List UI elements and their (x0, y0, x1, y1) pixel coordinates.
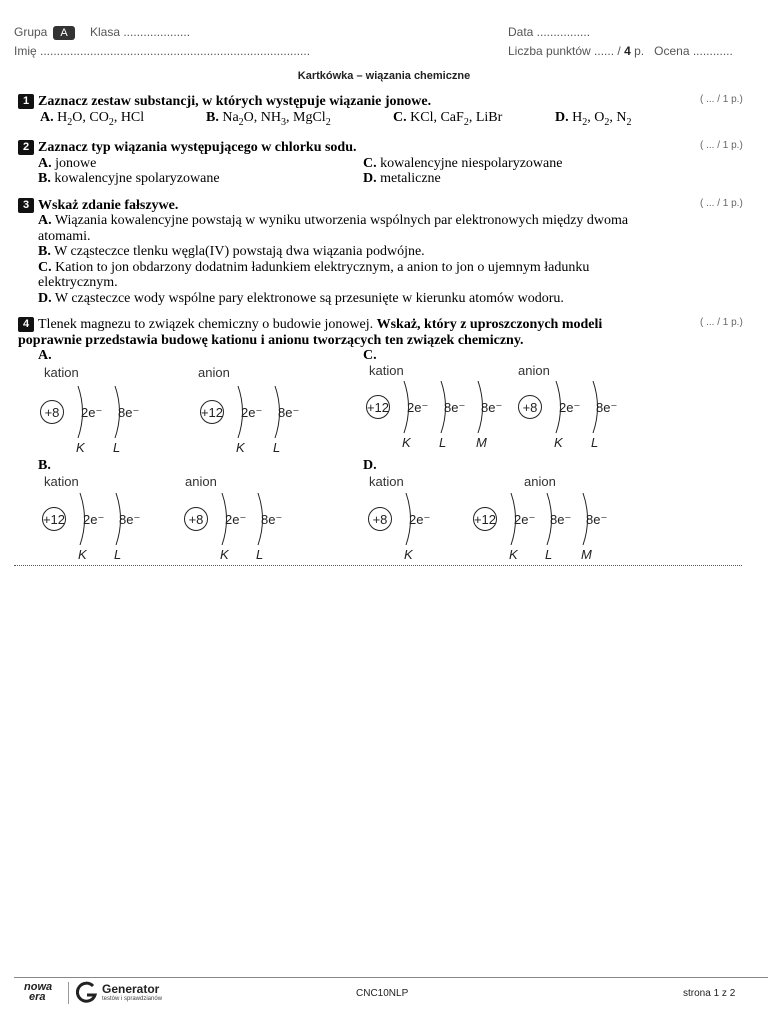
q4-d-kation-label: kation (369, 474, 404, 489)
q4-a-anion-shell-electrons: 2e⁻ (241, 405, 263, 420)
q4-option-b-label[interactable]: B. (38, 458, 51, 473)
q4-b-anion-shell-letter: L (256, 547, 264, 562)
q4-d-kation-shell-electrons: 2e⁻ (409, 512, 431, 527)
klasa-field: Klasa .................... (90, 25, 191, 39)
q4-c-anion-label: anion (518, 363, 550, 378)
q4-c-anion-shell-electrons: 8e⁻ (596, 400, 618, 415)
question-number: 4 (18, 317, 34, 332)
q4-a-anion-shell-letter: K (236, 440, 245, 455)
q3-option-d[interactable]: D. W cząsteczce wody wspólne pary elektronowe są przesunięte w kierunku atomów wodoru. (38, 290, 564, 306)
q4-c-kation-label: kation (369, 363, 404, 378)
q4-b-kation-shell-electrons: 8e⁻ (119, 512, 141, 527)
points-field: Liczba punktów ...... / 4 p. Ocena ............ (508, 44, 733, 58)
generator-logo-subtitle: testów i sprawdzianów (102, 996, 163, 1002)
q4-b-kation-shell-letter: K (78, 547, 87, 562)
q4-d-anion-shell-letter: M (581, 547, 592, 562)
page-number: strona 1 z 2 (683, 988, 736, 999)
q4-d-anion-shell-electrons: 8e⁻ (550, 512, 572, 527)
q4-option-c-label[interactable]: C. (363, 348, 377, 363)
question-text: Wskaż zdanie fałszywe. (38, 198, 179, 213)
q4-c-kation-nucleus-charge: +12 (366, 400, 390, 415)
q3-option-c[interactable]: C. Kation to jon obdarzony dodatnim ładunkiem elektrycznym, a anion to jon o ujemnym ładunku elektrycznym. (38, 259, 590, 290)
q2-option-d[interactable]: D. metaliczne (363, 171, 441, 186)
q4-d-anion-label: anion (524, 474, 556, 489)
q4-a-kation-shell-electrons: 2e⁻ (81, 405, 103, 420)
q4-b-kation-shell-electrons: 2e⁻ (83, 512, 105, 527)
q4-a-kation-nucleus-charge: +8 (44, 405, 60, 420)
q4-a-anion-label: anion (198, 365, 230, 380)
grupa-badge: A (53, 26, 74, 40)
footer-divider (14, 977, 768, 978)
q2-option-a[interactable]: A. jonowe (38, 156, 97, 171)
q4-a-kation-shell-electrons: 8e⁻ (118, 405, 140, 420)
q4-c-anion-nucleus-charge: +8 (522, 400, 538, 415)
question-text-bold: Wskaż, który z uproszczonych modeli poprawnie przedstawia budowę kationu i anionu tworzących ten związek chemiczny. (18, 317, 603, 348)
q4-b-anion-shell-letter: K (220, 547, 229, 562)
q4-b-kation-shell-letter: L (114, 547, 122, 562)
q4-c-kation-shell-electrons: 8e⁻ (481, 400, 503, 415)
points-q1: ( ... / 1 p.) (700, 94, 743, 105)
q4-b-kation-label: kation (44, 474, 79, 489)
nowa-era-logo: nowa era (24, 981, 53, 1003)
q1-option-c[interactable]: C. KCl, CaF$_2$, LiBr (393, 110, 503, 128)
q4-a-kation-shell-letter: K (76, 440, 85, 455)
q4-c-kation-shell-letter: K (402, 435, 411, 450)
generator-logo-icon (76, 981, 98, 1005)
q1-option-a[interactable]: A. $H_2O$, $CO_2$, HCl (40, 110, 145, 128)
q4-d-anion-nucleus-charge: +12 (473, 512, 497, 527)
q1-option-b[interactable]: B. $Na_2O$, $NH_3$, MgCl$_2$ (206, 110, 331, 128)
page-title: Kartkówka – wiązania chemiczne (297, 70, 471, 82)
q4-b-anion-label: anion (185, 474, 217, 489)
logo-separator (68, 982, 69, 1004)
q4-c-kation-shell-letter: M (476, 435, 487, 450)
q4-d-anion-shell-letter: K (509, 547, 518, 562)
points-q3: ( ... / 1 p.) (700, 198, 743, 209)
q1-option-d[interactable]: D. $H_2$, $O_2$, $N_2$ (555, 110, 632, 128)
q3-option-a[interactable]: A. Wiązania kowalencyjne powstają w wyniku utworzenia wspólnych par elektronowych między dwoma atomami. (38, 213, 629, 244)
document-code: CNC10NLP (356, 988, 409, 999)
q4-a-anion-shell-letter: L (273, 440, 281, 455)
imie-field: Imię ................................................................................. (14, 44, 311, 58)
q4-d-kation-shell-letter: K (404, 547, 413, 562)
q4-b-anion-shell-electrons: 8e⁻ (261, 512, 283, 527)
q2-option-c[interactable]: C. kowalencyjne niespolaryzowane (363, 156, 563, 171)
points-q4: ( ... / 1 p.) (700, 317, 743, 328)
q4-c-anion-shell-electrons: 2e⁻ (559, 400, 581, 415)
data-field: Data ................ (508, 25, 591, 39)
q4-c-anion-shell-letter: K (554, 435, 563, 450)
points-q2: ( ... / 1 p.) (700, 140, 743, 151)
generator-logo-text: Generator (102, 982, 160, 996)
q4-a-anion-nucleus-charge: +12 (200, 405, 224, 420)
q4-b-kation-nucleus-charge: +12 (42, 512, 66, 527)
q4-c-kation-shell-electrons: 8e⁻ (444, 400, 466, 415)
q4-d-anion-shell-electrons: 8e⁻ (586, 512, 608, 527)
q4-c-kation-shell-electrons: 2e⁻ (407, 400, 429, 415)
q3-option-b[interactable]: B. W cząsteczce tlenku węgla(IV) powstają dwa wiązania podwójne. (38, 244, 425, 259)
question-number: 2 (18, 140, 34, 155)
q4-a-kation-label: kation (44, 365, 79, 380)
q4-d-anion-shell-letter: L (545, 547, 553, 562)
question-number: 3 (18, 198, 34, 213)
q4-d-kation-nucleus-charge: +8 (372, 512, 388, 527)
q4-a-kation-shell-letter: L (113, 440, 121, 455)
q2-option-b[interactable]: B. kowalencyjne spolaryzowane (38, 171, 220, 186)
q4-d-anion-shell-electrons: 2e⁻ (514, 512, 536, 527)
grupa-field: Grupa A (14, 25, 81, 40)
q4-c-kation-shell-letter: L (439, 435, 447, 450)
question-text: Zaznacz typ wiązania występującego w chlorku sodu. (38, 140, 357, 155)
question-text: Zaznacz zestaw substancji, w których występuje wiązanie jonowe. (38, 94, 432, 109)
q4-a-anion-shell-electrons: 8e⁻ (278, 405, 300, 420)
q4-c-anion-shell-letter: L (591, 435, 599, 450)
q4-option-d-label[interactable]: D. (363, 458, 377, 473)
question-text: Tlenek magnezu to związek chemiczny o budowie jonowej. (38, 317, 377, 332)
q4-b-anion-nucleus-charge: +8 (188, 512, 204, 527)
section-divider (14, 565, 742, 566)
question-number: 1 (18, 94, 34, 109)
q4-b-anion-shell-electrons: 2e⁻ (225, 512, 247, 527)
q4-option-a-label[interactable]: A. (38, 348, 52, 363)
